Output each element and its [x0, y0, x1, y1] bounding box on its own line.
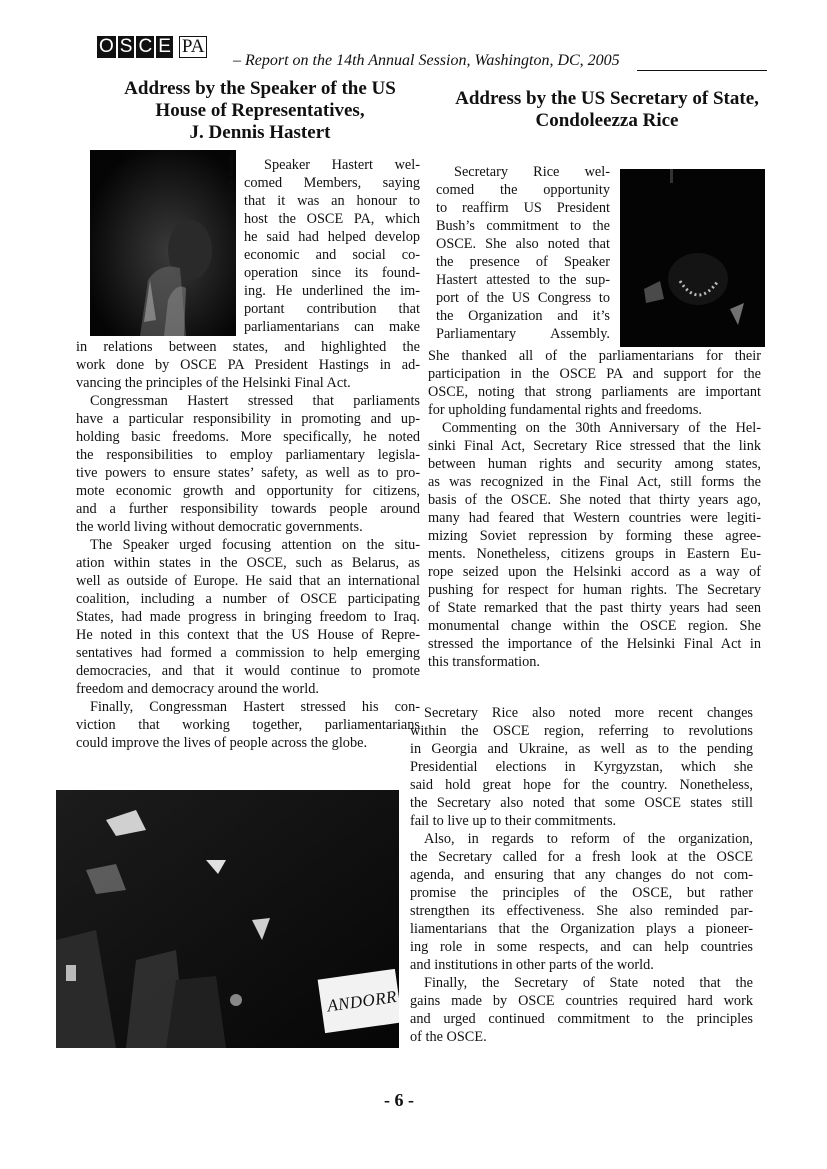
text-line: that it was an honour to	[244, 193, 420, 209]
text-line: Bush’s commitment to the	[436, 218, 610, 234]
text-line: fail to live up to their commitments.	[410, 813, 617, 829]
text-line: comed the opportunity	[436, 182, 610, 198]
text-line: Finally, the Secretary of State noted that the	[424, 975, 753, 991]
text-line: ing role in some respects, and can help countries	[410, 939, 753, 955]
nameplate-text: ANDORR	[326, 986, 399, 1016]
text-line: port of the US Congress to	[436, 290, 610, 306]
text-line: the Organization and it’s	[436, 308, 610, 324]
text-line: in Georgia and Ukraine, as well as to the pending	[410, 741, 753, 757]
text-line: have a particular responsibility in promoting and up-	[76, 411, 420, 427]
right-lower-text	[410, 704, 753, 1046]
text-line: this transformation.	[428, 654, 540, 670]
text-line: sinki Final Act, Secretary Rice stressed that the link	[428, 438, 761, 454]
text-line: ments. Nonetheless, citizens groups in Eastern Eu-	[428, 546, 761, 562]
heading-line: Address by the Speaker of the US	[124, 78, 396, 99]
hastert-photo-art	[90, 150, 236, 336]
photo-credit-text: (Photo: Philippe Nicolas)	[229, 154, 235, 220]
text-line: the world living without democratic governments.	[76, 519, 363, 535]
left-main-text	[76, 338, 420, 752]
text-line: Also, in regards to reform of the organization,	[424, 831, 753, 847]
text-line: in relations between states, and highlighted the	[76, 339, 420, 355]
report-title: – Report on the 14th Annual Session, Washington, DC, 2005	[233, 52, 620, 69]
hastert-photo	[90, 150, 236, 336]
text-line: within the OSCE region, referring to revolutions	[410, 723, 753, 739]
text-line: economic and social co-	[244, 247, 420, 263]
nameplate	[318, 969, 399, 1033]
text-line: States, had made progress in bringing freedom to Iraq.	[76, 609, 420, 625]
text-line: viction that working together, parliamentarians	[76, 717, 420, 733]
text-line: the Secretary called for a fresh look at the OSCE	[410, 849, 753, 865]
text-line: Presidential elections in Kyrgyzstan, which she	[410, 759, 753, 775]
text-line: democracies, and that it would continue to promote	[76, 663, 420, 679]
text-line: as was recognized in the Final Act, still forms the	[428, 474, 761, 490]
heading-line: House of Representatives,	[155, 100, 365, 121]
text-line: He noted in this context that the US House of Repre-	[76, 627, 420, 643]
text-line: the Secretary also noted that some OSCE states still	[410, 795, 753, 811]
text-line: Finally, Congressman Hastert stressed his con-	[90, 699, 420, 715]
text-line: well as outside of Europe. He said that an international	[76, 573, 420, 589]
text-line: portant contribution that	[244, 301, 420, 317]
photo-credit	[229, 156, 241, 220]
text-line: between human rights and security among states,	[428, 456, 761, 472]
text-line: sentatives had formed a commission to help emerging	[76, 645, 420, 661]
text-line: monumental change within the OSCE region. She	[428, 618, 761, 634]
logo-letter: C	[138, 36, 153, 57]
heading-line: Condoleezza Rice	[535, 110, 679, 131]
text-line: mizing Soviet repression by forming these agree-	[428, 528, 761, 544]
heading-line: J. Dennis Hastert	[189, 122, 331, 143]
text-line: Secretary Rice wel-	[454, 164, 610, 180]
session-photo	[56, 790, 399, 1048]
logo-letter: E	[158, 36, 171, 57]
text-line: freedom and democracy around the world.	[76, 681, 319, 697]
heading-line: Address by the US Secretary of State,	[455, 88, 759, 109]
text-line: said hold great hope for the country. Nonetheless,	[410, 777, 753, 793]
text-line: parliamentarians can make	[244, 319, 420, 335]
text-line: agenda, and ensuring that any changes do not com-	[410, 867, 753, 883]
text-line: OSCE. She also noted that	[436, 236, 610, 252]
page-header	[97, 36, 773, 70]
right-wrap-text	[436, 163, 610, 343]
text-line: rope seized upon the Helsinki accord as a way of	[428, 564, 761, 580]
text-line: pushing for respect for human rights. The Secretary	[428, 582, 761, 598]
text-line: She thanked all of the parliamentarians for their	[428, 348, 761, 364]
logo-letter: O	[99, 36, 114, 57]
text-line: many had feared that Western countries were legiti-	[428, 510, 761, 526]
text-line: The Speaker urged focusing attention on the situ-	[90, 537, 420, 553]
text-line: basis of the OSCE. She noted that thirty years ago,	[428, 492, 761, 508]
left-article-heading	[100, 78, 420, 144]
text-line: coalition, including a number of OSCE participating	[76, 591, 420, 607]
right-main-text	[428, 347, 761, 671]
text-line: vancing the principles of the Helsinki Final Act.	[76, 375, 351, 391]
text-line: Hastert attested to the sup-	[436, 272, 610, 288]
text-line: operation since its found-	[244, 265, 420, 281]
osce-pa-logo	[97, 36, 207, 58]
text-line: and a further responsibility towards people around	[76, 501, 420, 517]
text-line: Congressman Hastert stressed that parliaments	[90, 393, 420, 409]
logo-letter: S	[119, 36, 133, 57]
text-line: to reaffirm US President	[436, 200, 610, 216]
text-line: tive powers to ensure states’ safety, as well as to pro-	[76, 465, 420, 481]
text-line: OSCE, noting that strong parliaments are important	[428, 384, 761, 400]
text-line: could improve the lives of people across the globe.	[76, 735, 368, 751]
left-wrap-text	[244, 156, 420, 336]
text-line: and institutions in other parts of the world.	[410, 957, 654, 973]
logo-pa: PA	[179, 36, 208, 58]
text-line: work done by OSCE PA President Hastings in ad-	[76, 357, 420, 373]
text-line: promise the principles of the OSCE, but rather	[410, 885, 753, 901]
text-line: of the OSCE.	[410, 1029, 487, 1045]
text-line: comed Members, saying	[244, 175, 420, 191]
rice-photo-art	[620, 169, 765, 347]
text-line: ing. He underlined the im-	[244, 283, 420, 299]
text-line: ation within states in the OSCE, such as Belarus, as	[76, 555, 420, 571]
text-line: Parliamentary Assembly.	[436, 326, 610, 342]
text-line: of State remarked that the past thirty years had seen	[428, 600, 761, 616]
text-line: he said had helped develop	[244, 229, 420, 245]
text-line: mote economic growth and opportunity for citizens,	[76, 483, 420, 499]
rice-photo	[620, 169, 765, 347]
text-line: stressed the importance of the Helsinki Final Act in	[428, 636, 761, 652]
text-line: liamentarians that the Organization plays a pioneer-	[410, 921, 753, 937]
right-article-heading	[432, 88, 782, 132]
text-line: Commenting on the 30th Anniversary of the Hel-	[442, 420, 761, 436]
text-line: Speaker Hastert wel-	[264, 157, 420, 173]
page-number: - 6 -	[384, 1090, 414, 1110]
text-line: Secretary Rice also noted more recent changes	[424, 705, 753, 721]
text-line: gains made by OSCE countries required hard work	[410, 993, 753, 1009]
header-rule	[637, 70, 767, 71]
text-line: and urged continued commitment to the principles	[410, 1011, 753, 1027]
text-line: the presence of Speaker	[436, 254, 610, 270]
text-line: host the OSCE PA, which	[244, 211, 420, 227]
text-line: holding basic freedoms. More specifically, he noted	[76, 429, 420, 445]
text-line: the responsibilities to employ parliamentary legisla-	[76, 447, 420, 463]
text-line: strengthen its effectiveness. She also reminded par-	[410, 903, 753, 919]
text-line: for upholding fundamental rights and freedoms.	[428, 402, 702, 418]
text-line: participation in the OSCE PA and support for the	[428, 366, 761, 382]
